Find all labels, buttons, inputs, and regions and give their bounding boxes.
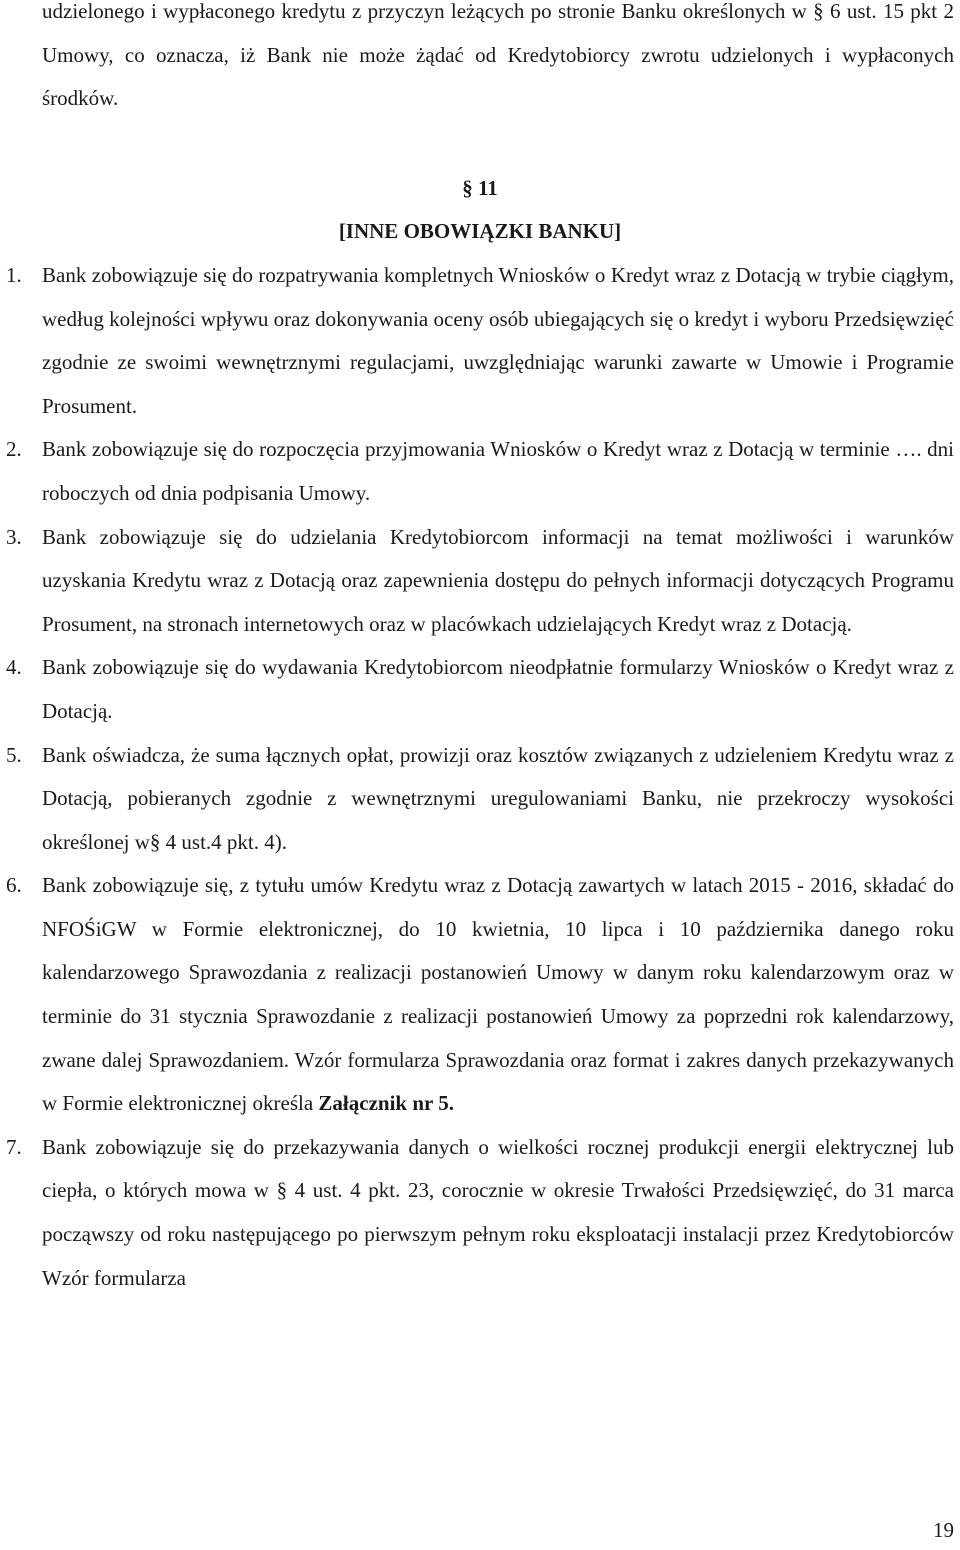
clause-3 (0, 516, 960, 647)
clause-text: Bank zobowiązuje się do rozpoczęcia przyjmowania Wniosków o Kredyt wraz z Dotacją w terminie …. dni roboczych od dnia podpisania Umowy. (42, 437, 954, 505)
clause-text: Bank oświadcza, że suma łącznych opłat, prowizji oraz kosztów związanych z udzieleniem Kredytu wraz z Dotacją, pobieranych zgodnie z wewnętrznymi uregulowaniami Banku, nie przekroczy wysokości określonej w§ 4 ust.4 pkt. 4). (42, 742, 954, 854)
clause-list (0, 254, 960, 1300)
clause-4 (0, 646, 960, 733)
clause-number: 4. (6, 655, 22, 680)
clause-text: Bank zobowiązuje się, z tytułu umów Kredytu wraz z Dotacją zawartych w latach 2015 - 2016, składać do NFOŚiGW w Formie elektronicznej, do 10 kwietnia, 10 lipca i 10 października danego roku kalendarzowego Sprawozdania z realizacji postanowień Umowy w danym roku kalendarzowym oraz w terminie do 31 stycznia Sprawozdanie z realizacji postanowień Umowy za poprzedni rok kalendarzowy, zwane dalej Sprawozdaniem. Wzór formularza Sprawozdania oraz format i zakres danych przekazywanych w Formie elektronicznej określa (42, 873, 954, 1116)
clause-number: 5. (6, 742, 22, 767)
clause-5 (0, 734, 960, 865)
clause-number: 1. (6, 262, 22, 287)
intro-paragraph: udzielonego i wypłaconego kredytu z przyczyn leżących po stronie Banku określonych w § 6 ust. 15 pkt 2 Umowy, co oznacza, iż Bank nie może żądać od Kredytobiorcy zwrotu udzielonych i wypłaconych środków. (42, 0, 954, 111)
clause-number: 2. (6, 437, 22, 462)
clause-number: 7. (6, 1134, 22, 1159)
clause-text: Bank zobowiązuje się do rozpatrywania kompletnych Wniosków o Kredyt wraz z Dotacją w trybie ciągłym, według kolejności wpływu oraz dokonywania oceny osób ubiegających się o kredyt i wyboru Przedsięwzięć zgodnie ze swoimi wewnętrznymi regulacjami, uwzględniając warunki zawarte w Umowie i Programie Prosument. (42, 262, 954, 418)
section-number: § 11 (462, 175, 498, 200)
attachment-reference: Załącznik nr 5. (318, 1091, 454, 1116)
clause-text: Bank zobowiązuje się do wydawania Kredytobiorcom nieodpłatnie formularzy Wniosków o Kredyt wraz z Dotacją. (42, 655, 954, 723)
clause-number: 6. (6, 873, 22, 898)
clause-1 (0, 254, 960, 428)
page-number: 19 (933, 1518, 954, 1542)
clause-6 (0, 864, 960, 1126)
clause-number: 3. (6, 524, 22, 549)
clause-2 (0, 428, 960, 515)
clause-text: Bank zobowiązuje się do przekazywania danych o wielkości rocznej produkcji energii elektrycznej lub ciepła, o których mowa w § 4 ust. 4 pkt. 23, corocznie w okresie Trwałości Przedsięwzięć, do 31 marca począwszy od roku następującego po pierwszym pełnym roku eksploatacji instalacji przez Kredytobiorców Wzór formularza (42, 1134, 954, 1290)
clause-7 (0, 1126, 960, 1300)
section-title: [INNE OBOWIĄZKI BANKU] (338, 219, 622, 244)
clause-text: Bank zobowiązuje się do udzielania Kredytobiorcom informacji na temat możliwości i warunków uzyskania Kredytu wraz z Dotacją oraz zapewnienia dostępu do pełnych informacji dotyczących Programu Prosument, na stronach internetowych oraz w placówkach udzielających Kredyt wraz z Dotacją. (42, 524, 954, 636)
